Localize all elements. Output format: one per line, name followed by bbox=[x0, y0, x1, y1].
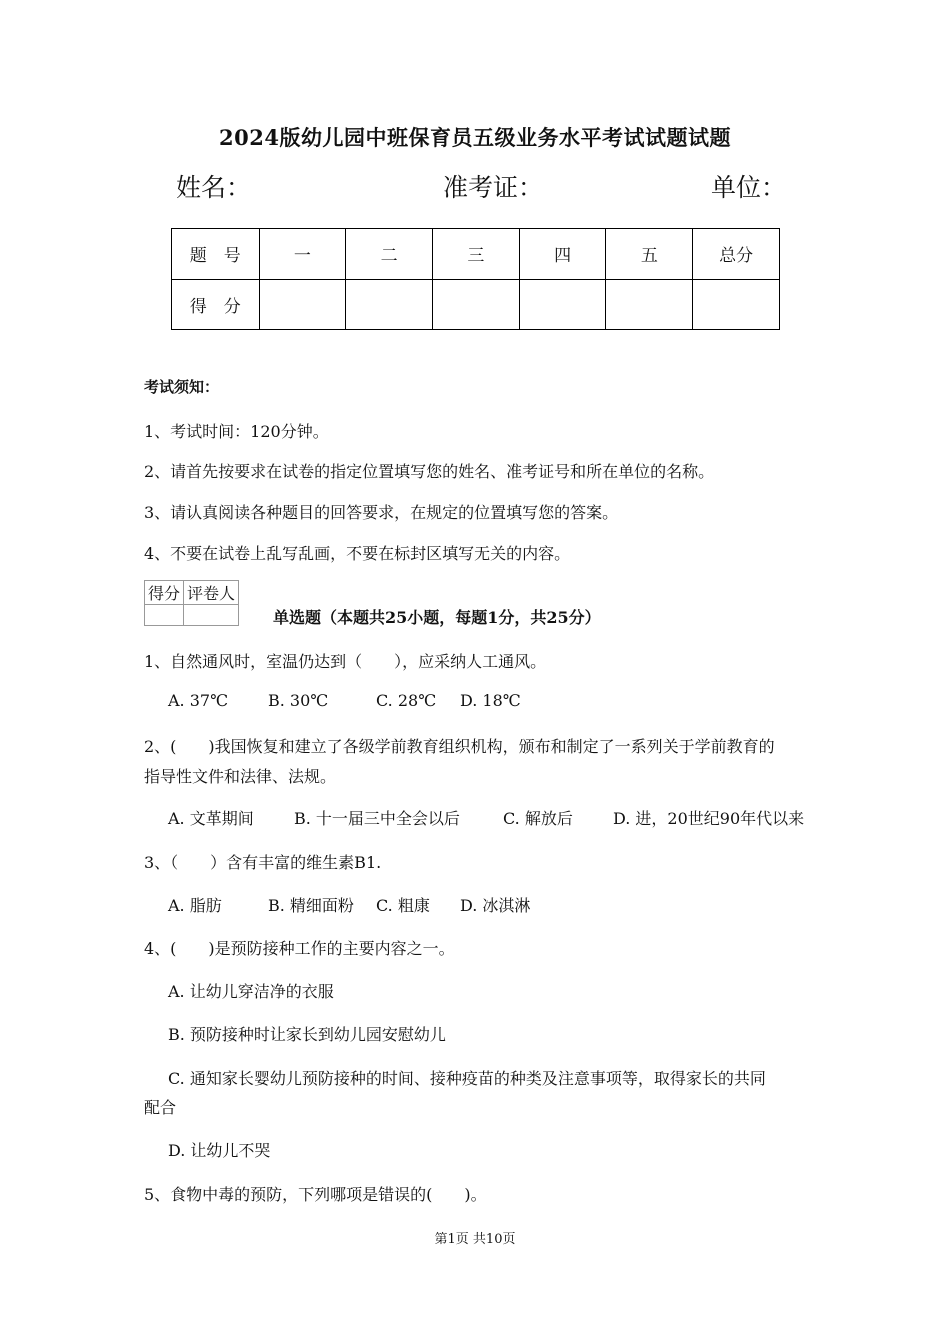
question-options bbox=[168, 893, 530, 916]
option-d[interactable]: D. 让幼儿不哭 bbox=[168, 1141, 271, 1160]
score-cell-5: 五 bbox=[606, 229, 693, 280]
question-options bbox=[168, 806, 804, 829]
score-row-label: 得 分 bbox=[172, 279, 260, 330]
question-stem-cont: 指导性文件和法律、法规。 bbox=[144, 767, 337, 786]
option-a[interactable]: A. 让幼儿穿洁净的衣服 bbox=[168, 982, 334, 1001]
score-input-cell[interactable] bbox=[259, 279, 346, 330]
option-a[interactable]: A. 文革期间 bbox=[168, 809, 254, 828]
grader-box bbox=[144, 580, 239, 626]
score-input-cell[interactable] bbox=[606, 279, 693, 330]
question-stem: 4、( )是预防接种工作的主要内容之一。 bbox=[144, 939, 455, 958]
score-cell-4: 四 bbox=[519, 229, 606, 280]
score-table bbox=[171, 228, 780, 330]
score-input-cell[interactable] bbox=[519, 279, 606, 330]
unit-label: 单位： bbox=[711, 173, 787, 202]
option-b[interactable]: B. 30℃ bbox=[268, 691, 329, 710]
option-c[interactable]: C. 28℃ bbox=[376, 691, 437, 710]
score-input-cell[interactable] bbox=[693, 279, 780, 330]
name-label: 姓名： bbox=[176, 173, 252, 202]
notice-heading: 考试须知： bbox=[144, 378, 220, 396]
option-a[interactable]: A. 37℃ bbox=[168, 691, 228, 710]
exam-id-label: 准考证： bbox=[443, 173, 544, 202]
grader-reviewer-label: 评卷人 bbox=[184, 581, 239, 605]
score-cell-2: 二 bbox=[346, 229, 433, 280]
notice-item: 4、不要在试卷上乱写乱画，不要在标封区填写无关的内容。 bbox=[144, 544, 571, 563]
question-options bbox=[168, 691, 521, 710]
option-c[interactable]: C. 粗康 bbox=[376, 896, 430, 915]
exam-title: 2024版幼儿园中班保育员五级业务水平考试试题试题 bbox=[219, 125, 731, 150]
score-input-cell[interactable] bbox=[346, 279, 433, 330]
option-d[interactable]: D. 冰淇淋 bbox=[460, 896, 531, 915]
notice-item: 1、考试时间：120分钟。 bbox=[144, 422, 329, 441]
question-stem: 1、自然通风时，室温仍达到（ ），应采纳人工通风。 bbox=[144, 652, 547, 671]
option-c[interactable]: C. 解放后 bbox=[503, 809, 573, 828]
option-a[interactable]: A. 脂肪 bbox=[168, 896, 222, 915]
score-table-header-row bbox=[172, 229, 780, 280]
option-c[interactable]: C. 通知家长婴幼儿预防接种的时间、接种疫苗的种类及注意事项等，取得家长的共同 bbox=[168, 1069, 766, 1088]
page-footer: 第1页 共10页 bbox=[434, 1232, 516, 1247]
section-title: 单选题（本题共25小题，每题1分，共25分） bbox=[273, 608, 601, 627]
grader-reviewer-cell[interactable] bbox=[184, 605, 239, 626]
score-cell-1: 一 bbox=[259, 229, 346, 280]
grader-score-cell[interactable] bbox=[145, 605, 184, 626]
score-cell-3: 三 bbox=[433, 229, 520, 280]
option-b[interactable]: B. 精细面粉 bbox=[268, 896, 354, 915]
question-stem: 5、食物中毒的预防，下列哪项是错误的( )。 bbox=[144, 1185, 487, 1204]
score-cell-total: 总分 bbox=[693, 229, 780, 280]
notice-item: 2、请首先按要求在试卷的指定位置填写您的姓名、准考证号和所在单位的名称。 bbox=[144, 462, 715, 481]
notice-item: 3、请认真阅读各种题目的回答要求，在规定的位置填写您的答案。 bbox=[144, 503, 619, 522]
grader-score-label: 得分 bbox=[145, 581, 184, 605]
question-stem: 2、( )我国恢复和建立了各级学前教育组织机构，颁布和制定了一系列关于学前教育的 bbox=[144, 737, 775, 756]
question-stem: 3、（ ）含有丰富的维生素B1. bbox=[144, 853, 382, 872]
option-c-cont: 配合 bbox=[144, 1098, 177, 1117]
option-b[interactable]: B. 预防接种时让家长到幼儿园安慰幼儿 bbox=[168, 1025, 446, 1044]
score-table-score-row bbox=[172, 279, 780, 330]
score-input-cell[interactable] bbox=[433, 279, 520, 330]
option-d[interactable]: D. 进，20世纪90年代以来 bbox=[613, 809, 805, 828]
score-cell-label: 题 号 bbox=[172, 229, 260, 280]
option-b[interactable]: B. 十一届三中全会以后 bbox=[294, 809, 460, 828]
option-d[interactable]: D. 18℃ bbox=[460, 691, 521, 710]
